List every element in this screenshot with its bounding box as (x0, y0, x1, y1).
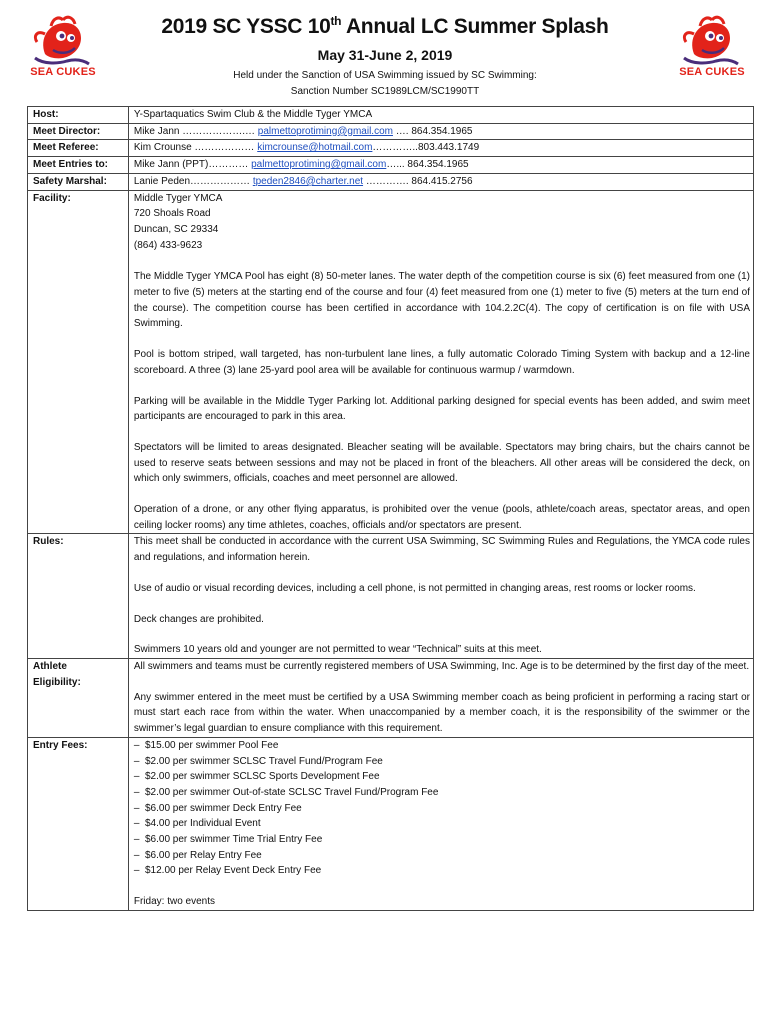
rules-paragraph: Swimmers 10 years old and younger are not permitted to wear “Technical” suits at this meet. (133, 644, 542, 656)
meet-title: 2019 SC YSSC 10th Annual LC Summer Splash (161, 14, 609, 38)
meet-referee-email-link[interactable]: kimcrounse@hotmail.com (257, 142, 373, 154)
rules-paragraph: Use of audio or visual recording devices, including a cell phone, is not permitted in changing areas, rest rooms or locker rooms. (133, 582, 696, 594)
meet-entries-email-link[interactable]: palmettoprotiming@gmail.com (251, 159, 387, 171)
athlete-eligibility-label: Athlete Eligibility: (28, 658, 129, 737)
table-row (28, 190, 754, 534)
meet-entries-label: Meet Entries to: (28, 157, 129, 174)
facility-label: Facility: (28, 190, 129, 534)
table-row (28, 173, 754, 190)
list-item: – $15.00 per swimmer Pool Fee (134, 738, 750, 754)
sea-cukes-logo (672, 14, 752, 84)
safety-marshal-email-link[interactable]: tpeden2846@charter.net (252, 175, 364, 187)
list-item: – $4.00 per Individual Event (134, 816, 750, 832)
rules-value (128, 534, 753, 659)
entry-fees-value (128, 737, 753, 910)
athlete-eligibility-value (128, 658, 753, 737)
sanction-number: Sanction Number SC1989LCM/SC1990TT (290, 86, 480, 97)
table-row (28, 123, 754, 140)
rules-label: Rules: (28, 534, 129, 659)
facility-value (128, 190, 753, 534)
facility-paragraph: Operation of a drone, or any other flying apparatus, is prohibited over the venue (pools, athlete/coach areas, spectator areas, and open ceiling locker rooms) any time athletes, coaches, officials and/or spectators are present. (133, 504, 750, 531)
eligibility-paragraph: Any swimmer entered in the meet must be certified by a USA Swimming member coach as being proficient in performing a racing start or must start each race from within the water. When unaccompanied by a member coach, it is the responsibility of the swimmer or the swimmer’s legal guardian to ensure compliance with this requirement. (133, 691, 750, 735)
table-row (28, 157, 754, 174)
entry-fees-list (134, 738, 750, 879)
facility-paragraph: Spectators will be limited to areas designated. Bleacher seating will be available. Spectators may bring chairs, but the chairs cannot be used to reserve seats between sessions and may not be placed in front of the bleachers. All other areas will be considered the deck, on which only swimmers, officials, coaches and meet personnel are allowed. (133, 441, 750, 485)
list-item: – $2.00 per swimmer Out-of-state SCLSC Travel Fund/Program Fee (134, 785, 750, 801)
safety-marshal-label: Safety Marshal: (28, 173, 129, 190)
entry-fees-label: Entry Fees: (28, 737, 129, 910)
host-label: Host: (28, 107, 129, 124)
sea-cucumber-mascot-icon (672, 14, 752, 66)
sanction-info (150, 68, 620, 100)
table-row (28, 737, 754, 910)
logo-text: SEA CUKES (679, 66, 745, 78)
list-item: – $2.00 per swimmer SCLSC Sports Development Fee (134, 769, 750, 785)
safety-marshal-value: Lanie Peden……………… tpeden2846@charter.net …………. 864.415.2756 (128, 173, 753, 190)
facility-name: Middle Tyger YMCA (133, 192, 223, 204)
list-item: – $6.00 per swimmer Deck Entry Fee (134, 801, 750, 817)
rules-paragraph: This meet shall be conducted in accordance with the current USA Swimming, SC Swimming Rules and Regulations, the YMCA code rules and regulations, and information herein. (133, 536, 750, 564)
list-item: – $6.00 per Relay Entry Fee (134, 848, 750, 864)
facility-paragraph: Parking will be available in the Middle Tyger Parking lot. Additional parking designed for special events has been added, and swim meet participants are encouraged to park in this area. (133, 395, 750, 423)
host-value: Y-Spartaquatics Swim Club & the Middle Tyger YMCA (128, 107, 753, 124)
list-item: – $2.00 per swimmer SCLSC Travel Fund/Program Fee (134, 754, 750, 770)
meet-info-table (27, 106, 754, 911)
sea-cucumber-mascot-icon (23, 14, 103, 66)
sea-cukes-logo (23, 14, 103, 84)
eligibility-paragraph: All swimmers and teams must be currently registered members of USA Swimming, Inc. Age is to be determined by the first day of the meet. (133, 660, 750, 672)
meet-referee-label: Meet Referee: (28, 140, 129, 157)
meet-entries-value: Mike Jann (PPT)………… palmettoprotiming@gmail.com…... 864.354.1965 (128, 157, 753, 174)
table-row (28, 658, 754, 737)
table-row (28, 140, 754, 157)
list-item: – $6.00 per swimmer Time Trial Entry Fee (134, 832, 750, 848)
meet-director-email-link[interactable]: palmettoprotiming@gmail.com (257, 125, 393, 137)
logo-text: SEA CUKES (30, 66, 96, 78)
facility-street: 720 Shoals Road (133, 208, 211, 220)
meet-dates: May 31-June 2, 2019 (317, 47, 453, 63)
facility-phone: (864) 433-9623 (133, 239, 203, 251)
table-row (28, 534, 754, 659)
facility-paragraph: Pool is bottom striped, wall targeted, has non-turbulent lane lines, a fully automatic Colorado Timing System with backup and a 12-line scoreboard. A three (3) lane 25-yard pool area will be available for continuous warmup / warmdown. (133, 349, 750, 376)
list-item: – $12.00 per Relay Event Deck Entry Fee (134, 863, 750, 879)
meet-director-value: Mike Jann ……………….… palmettoprotiming@gmail.com …. 864.354.1965 (128, 123, 753, 140)
table-row (28, 107, 754, 124)
rules-paragraph: Deck changes are prohibited. (133, 613, 264, 625)
meet-referee-value: Kim Crounse ……………… kimcrounse@hotmail.com…………..803.443.1749 (128, 140, 753, 157)
sanction-line: Held under the Sanction of USA Swimming issued by SC Swimming: (233, 70, 537, 81)
facility-city: Duncan, SC 29334 (133, 223, 219, 235)
entry-fees-note: Friday: two events (133, 896, 216, 908)
document-header (0, 0, 770, 104)
meet-director-label: Meet Director: (28, 123, 129, 140)
facility-paragraph: The Middle Tyger YMCA Pool has eight (8) 50-meter lanes. The water depth of the competition course is six (6) feet measured from one (1) meter to five (5) meters at the starting end of the course and four (4) feet measured from one (1) meter to five (5) meters at the turn end of the course). The competition course has been certified in accordance with 104.2.2C(4). The copy of certification is on file with USA Swimming. (133, 271, 750, 330)
